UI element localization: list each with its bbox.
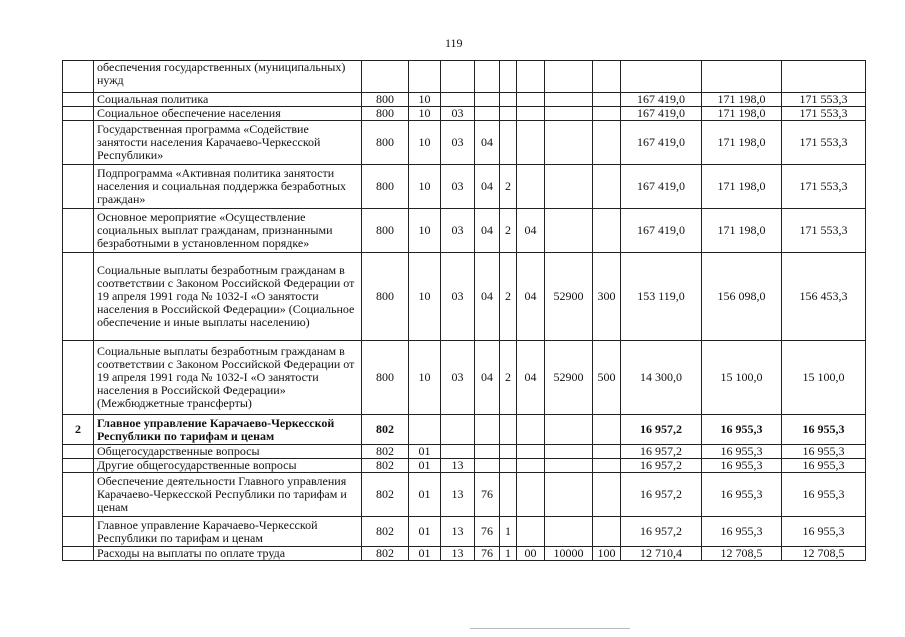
- code-admin: 802: [362, 459, 409, 473]
- amount-year-3: 16 955,3: [782, 459, 866, 473]
- code-program: [475, 445, 500, 459]
- amount-year-3: [782, 61, 866, 93]
- code-direction: 52900: [545, 341, 593, 415]
- row-name: обеспечения государственных (муниципальных) нужд: [94, 61, 362, 93]
- code-subprogram: [500, 107, 517, 121]
- row-index: [63, 459, 94, 473]
- amount-year-2: [702, 61, 782, 93]
- code-admin: 802: [362, 547, 409, 561]
- code-section: 01: [409, 459, 441, 473]
- amount-year-2: 12 708,5: [702, 547, 782, 561]
- code-direction: 10000: [545, 547, 593, 561]
- code-expense-type: [593, 473, 621, 517]
- code-program: 76: [475, 547, 500, 561]
- row-name: Социальное обеспечение населения: [94, 107, 362, 121]
- amount-year-3: 16 955,3: [782, 415, 866, 445]
- table-row: [63, 121, 866, 165]
- code-activity: 04: [517, 341, 545, 415]
- code-direction: [545, 209, 593, 253]
- code-program: 04: [475, 253, 500, 341]
- amount-year-2: 171 198,0: [702, 107, 782, 121]
- code-subprogram: [500, 459, 517, 473]
- code-activity: [517, 517, 545, 547]
- code-expense-type: 300: [593, 253, 621, 341]
- code-direction: [545, 445, 593, 459]
- table-row: [63, 459, 866, 473]
- row-index: [63, 107, 94, 121]
- code-section: 10: [409, 121, 441, 165]
- code-direction: [545, 93, 593, 107]
- amount-year-3: 12 708,5: [782, 547, 866, 561]
- amount-year-2: 16 955,3: [702, 445, 782, 459]
- amount-year-2: 15 100,0: [702, 341, 782, 415]
- code-section: 10: [409, 341, 441, 415]
- code-direction: [545, 473, 593, 517]
- code-activity: 04: [517, 209, 545, 253]
- code-section: [409, 415, 441, 445]
- code-activity: [517, 61, 545, 93]
- amount-year-1: 14 300,0: [621, 341, 702, 415]
- code-subsection: 03: [441, 209, 475, 253]
- row-name: Социальные выплаты безработным гражданам в соответствии с Законом Российской Федерации от 19 апреля 1991 года № 1032-I «О занятости населения в Российской Федерации» (Социальное обеспечение и иные выплаты населению): [94, 253, 362, 341]
- code-subprogram: [500, 93, 517, 107]
- amount-year-2: 16 955,3: [702, 459, 782, 473]
- row-index: [63, 121, 94, 165]
- table-row: [63, 517, 866, 547]
- code-expense-type: [593, 445, 621, 459]
- code-section: 10: [409, 165, 441, 209]
- code-activity: 00: [517, 547, 545, 561]
- code-expense-type: [593, 93, 621, 107]
- amount-year-2: 171 198,0: [702, 121, 782, 165]
- code-subsection: 03: [441, 165, 475, 209]
- code-section: 10: [409, 253, 441, 341]
- code-activity: [517, 459, 545, 473]
- code-activity: [517, 445, 545, 459]
- row-index: [63, 473, 94, 517]
- code-subsection: [441, 93, 475, 107]
- code-activity: [517, 415, 545, 445]
- code-subprogram: [500, 415, 517, 445]
- code-direction: [545, 165, 593, 209]
- code-expense-type: [593, 517, 621, 547]
- table-row: [63, 209, 866, 253]
- page-number: 119: [445, 36, 463, 50]
- row-index: [63, 253, 94, 341]
- row-index: [63, 341, 94, 415]
- code-subprogram: 2: [500, 209, 517, 253]
- amount-year-2: 16 955,3: [702, 517, 782, 547]
- code-section: 01: [409, 445, 441, 459]
- code-admin: 802: [362, 415, 409, 445]
- code-admin: 800: [362, 209, 409, 253]
- code-subprogram: [500, 473, 517, 517]
- table-row: [63, 61, 866, 93]
- code-expense-type: [593, 121, 621, 165]
- amount-year-1: 16 957,2: [621, 415, 702, 445]
- amount-year-3: 16 955,3: [782, 473, 866, 517]
- code-activity: [517, 165, 545, 209]
- amount-year-1: 16 957,2: [621, 517, 702, 547]
- row-name: Подпрограмма «Активная политика занятости населения и социальная поддержка безработных граждан»: [94, 165, 362, 209]
- amount-year-1: 167 419,0: [621, 121, 702, 165]
- code-program: 04: [475, 165, 500, 209]
- code-section: [409, 61, 441, 93]
- code-subprogram: 2: [500, 341, 517, 415]
- amount-year-1: 16 957,2: [621, 459, 702, 473]
- amount-year-2: 171 198,0: [702, 209, 782, 253]
- code-subsection: 13: [441, 547, 475, 561]
- code-activity: [517, 121, 545, 165]
- row-index: [63, 93, 94, 107]
- table-row: [63, 93, 866, 107]
- code-admin: 802: [362, 517, 409, 547]
- code-subsection: [441, 415, 475, 445]
- code-expense-type: [593, 209, 621, 253]
- code-direction: [545, 61, 593, 93]
- code-direction: [545, 121, 593, 165]
- amount-year-2: 171 198,0: [702, 93, 782, 107]
- code-subsection: 03: [441, 253, 475, 341]
- amount-year-3: 171 553,3: [782, 93, 866, 107]
- code-subsection: 03: [441, 107, 475, 121]
- amount-year-1: 167 419,0: [621, 93, 702, 107]
- code-subsection: 13: [441, 517, 475, 547]
- amount-year-1: 167 419,0: [621, 209, 702, 253]
- row-name: Социальная политика: [94, 93, 362, 107]
- table-row: [63, 165, 866, 209]
- row-name: Социальные выплаты безработным гражданам в соответствии с Законом Российской Федерации от 19 апреля 1991 года № 1032-I «О занятости населения в Российской Федерации» (Межбюджетные трансферты): [94, 341, 362, 415]
- code-activity: 04: [517, 253, 545, 341]
- table-row: [63, 107, 866, 121]
- code-subsection: [441, 445, 475, 459]
- amount-year-1: 12 710,4: [621, 547, 702, 561]
- amount-year-3: 171 553,3: [782, 107, 866, 121]
- code-subprogram: 1: [500, 547, 517, 561]
- code-program: [475, 61, 500, 93]
- code-admin: 800: [362, 253, 409, 341]
- table-row: [63, 253, 866, 341]
- code-direction: [545, 459, 593, 473]
- code-admin: 800: [362, 165, 409, 209]
- code-admin: 800: [362, 121, 409, 165]
- table-row: [63, 341, 866, 415]
- code-expense-type: 100: [593, 547, 621, 561]
- amount-year-2: 16 955,3: [702, 415, 782, 445]
- amount-year-1: 16 957,2: [621, 473, 702, 517]
- row-name: Основное мероприятие «Осуществление социальных выплат гражданам, признанными безработными в установленном порядке»: [94, 209, 362, 253]
- amount-year-2: 16 955,3: [702, 473, 782, 517]
- code-subprogram: 2: [500, 165, 517, 209]
- code-admin: 802: [362, 473, 409, 517]
- code-expense-type: 500: [593, 341, 621, 415]
- code-section: 10: [409, 209, 441, 253]
- code-subprogram: 1: [500, 517, 517, 547]
- row-index: [63, 517, 94, 547]
- amount-year-3: 16 955,3: [782, 445, 866, 459]
- code-admin: 800: [362, 93, 409, 107]
- code-activity: [517, 107, 545, 121]
- amount-year-1: 16 957,2: [621, 445, 702, 459]
- code-expense-type: [593, 107, 621, 121]
- budget-table: [62, 60, 866, 561]
- code-subprogram: [500, 61, 517, 93]
- amount-year-3: 171 553,3: [782, 121, 866, 165]
- code-direction: [545, 517, 593, 547]
- row-index: [63, 547, 94, 561]
- table-row: [63, 445, 866, 459]
- code-program: 76: [475, 473, 500, 517]
- code-admin: 800: [362, 341, 409, 415]
- footer-rule: [470, 628, 630, 629]
- code-program: 04: [475, 341, 500, 415]
- row-name: Обеспечение деятельности Главного управления Карачаево-Черкесской Республики по тарифам и ценам: [94, 473, 362, 517]
- amount-year-3: 171 553,3: [782, 165, 866, 209]
- code-subsection: 13: [441, 459, 475, 473]
- code-subprogram: [500, 445, 517, 459]
- amount-year-1: 153 119,0: [621, 253, 702, 341]
- code-expense-type: [593, 165, 621, 209]
- code-program: [475, 415, 500, 445]
- row-name: Другие общегосударственные вопросы: [94, 459, 362, 473]
- code-subsection: 03: [441, 341, 475, 415]
- code-section: 01: [409, 517, 441, 547]
- table-row: [63, 415, 866, 445]
- code-direction: [545, 107, 593, 121]
- code-admin: [362, 61, 409, 93]
- code-section: 10: [409, 93, 441, 107]
- row-index: 2: [63, 415, 94, 445]
- code-subprogram: 2: [500, 253, 517, 341]
- code-program: 04: [475, 121, 500, 165]
- row-index: [63, 165, 94, 209]
- code-program: [475, 459, 500, 473]
- row-index: [63, 209, 94, 253]
- code-subprogram: [500, 121, 517, 165]
- amount-year-3: 171 553,3: [782, 209, 866, 253]
- row-index: [63, 61, 94, 93]
- amount-year-2: 156 098,0: [702, 253, 782, 341]
- amount-year-1: 167 419,0: [621, 165, 702, 209]
- amount-year-1: 167 419,0: [621, 107, 702, 121]
- table-row: [63, 473, 866, 517]
- code-program: [475, 93, 500, 107]
- row-name: Главное управление Карачаево-Черкесской Республики по тарифам и ценам: [94, 415, 362, 445]
- code-subsection: [441, 61, 475, 93]
- code-expense-type: [593, 61, 621, 93]
- row-name: Расходы на выплаты по оплате труда: [94, 547, 362, 561]
- code-section: 01: [409, 473, 441, 517]
- code-subsection: 13: [441, 473, 475, 517]
- code-admin: 802: [362, 445, 409, 459]
- amount-year-2: 171 198,0: [702, 165, 782, 209]
- code-expense-type: [593, 415, 621, 445]
- amount-year-3: 16 955,3: [782, 517, 866, 547]
- code-section: 10: [409, 107, 441, 121]
- amount-year-3: 15 100,0: [782, 341, 866, 415]
- code-direction: 52900: [545, 253, 593, 341]
- amount-year-1: [621, 61, 702, 93]
- code-program: [475, 107, 500, 121]
- code-activity: [517, 473, 545, 517]
- code-program: 04: [475, 209, 500, 253]
- code-program: 76: [475, 517, 500, 547]
- code-expense-type: [593, 459, 621, 473]
- code-admin: 800: [362, 107, 409, 121]
- amount-year-3: 156 453,3: [782, 253, 866, 341]
- code-section: 01: [409, 547, 441, 561]
- table-row: [63, 547, 866, 561]
- code-activity: [517, 93, 545, 107]
- code-subsection: 03: [441, 121, 475, 165]
- row-name: Государственная программа «Содействие занятости населения Карачаево-Черкесской Республики»: [94, 121, 362, 165]
- row-index: [63, 445, 94, 459]
- row-name: Общегосударственные вопросы: [94, 445, 362, 459]
- row-name: Главное управление Карачаево-Черкесской Республики по тарифам и ценам: [94, 517, 362, 547]
- code-direction: [545, 415, 593, 445]
